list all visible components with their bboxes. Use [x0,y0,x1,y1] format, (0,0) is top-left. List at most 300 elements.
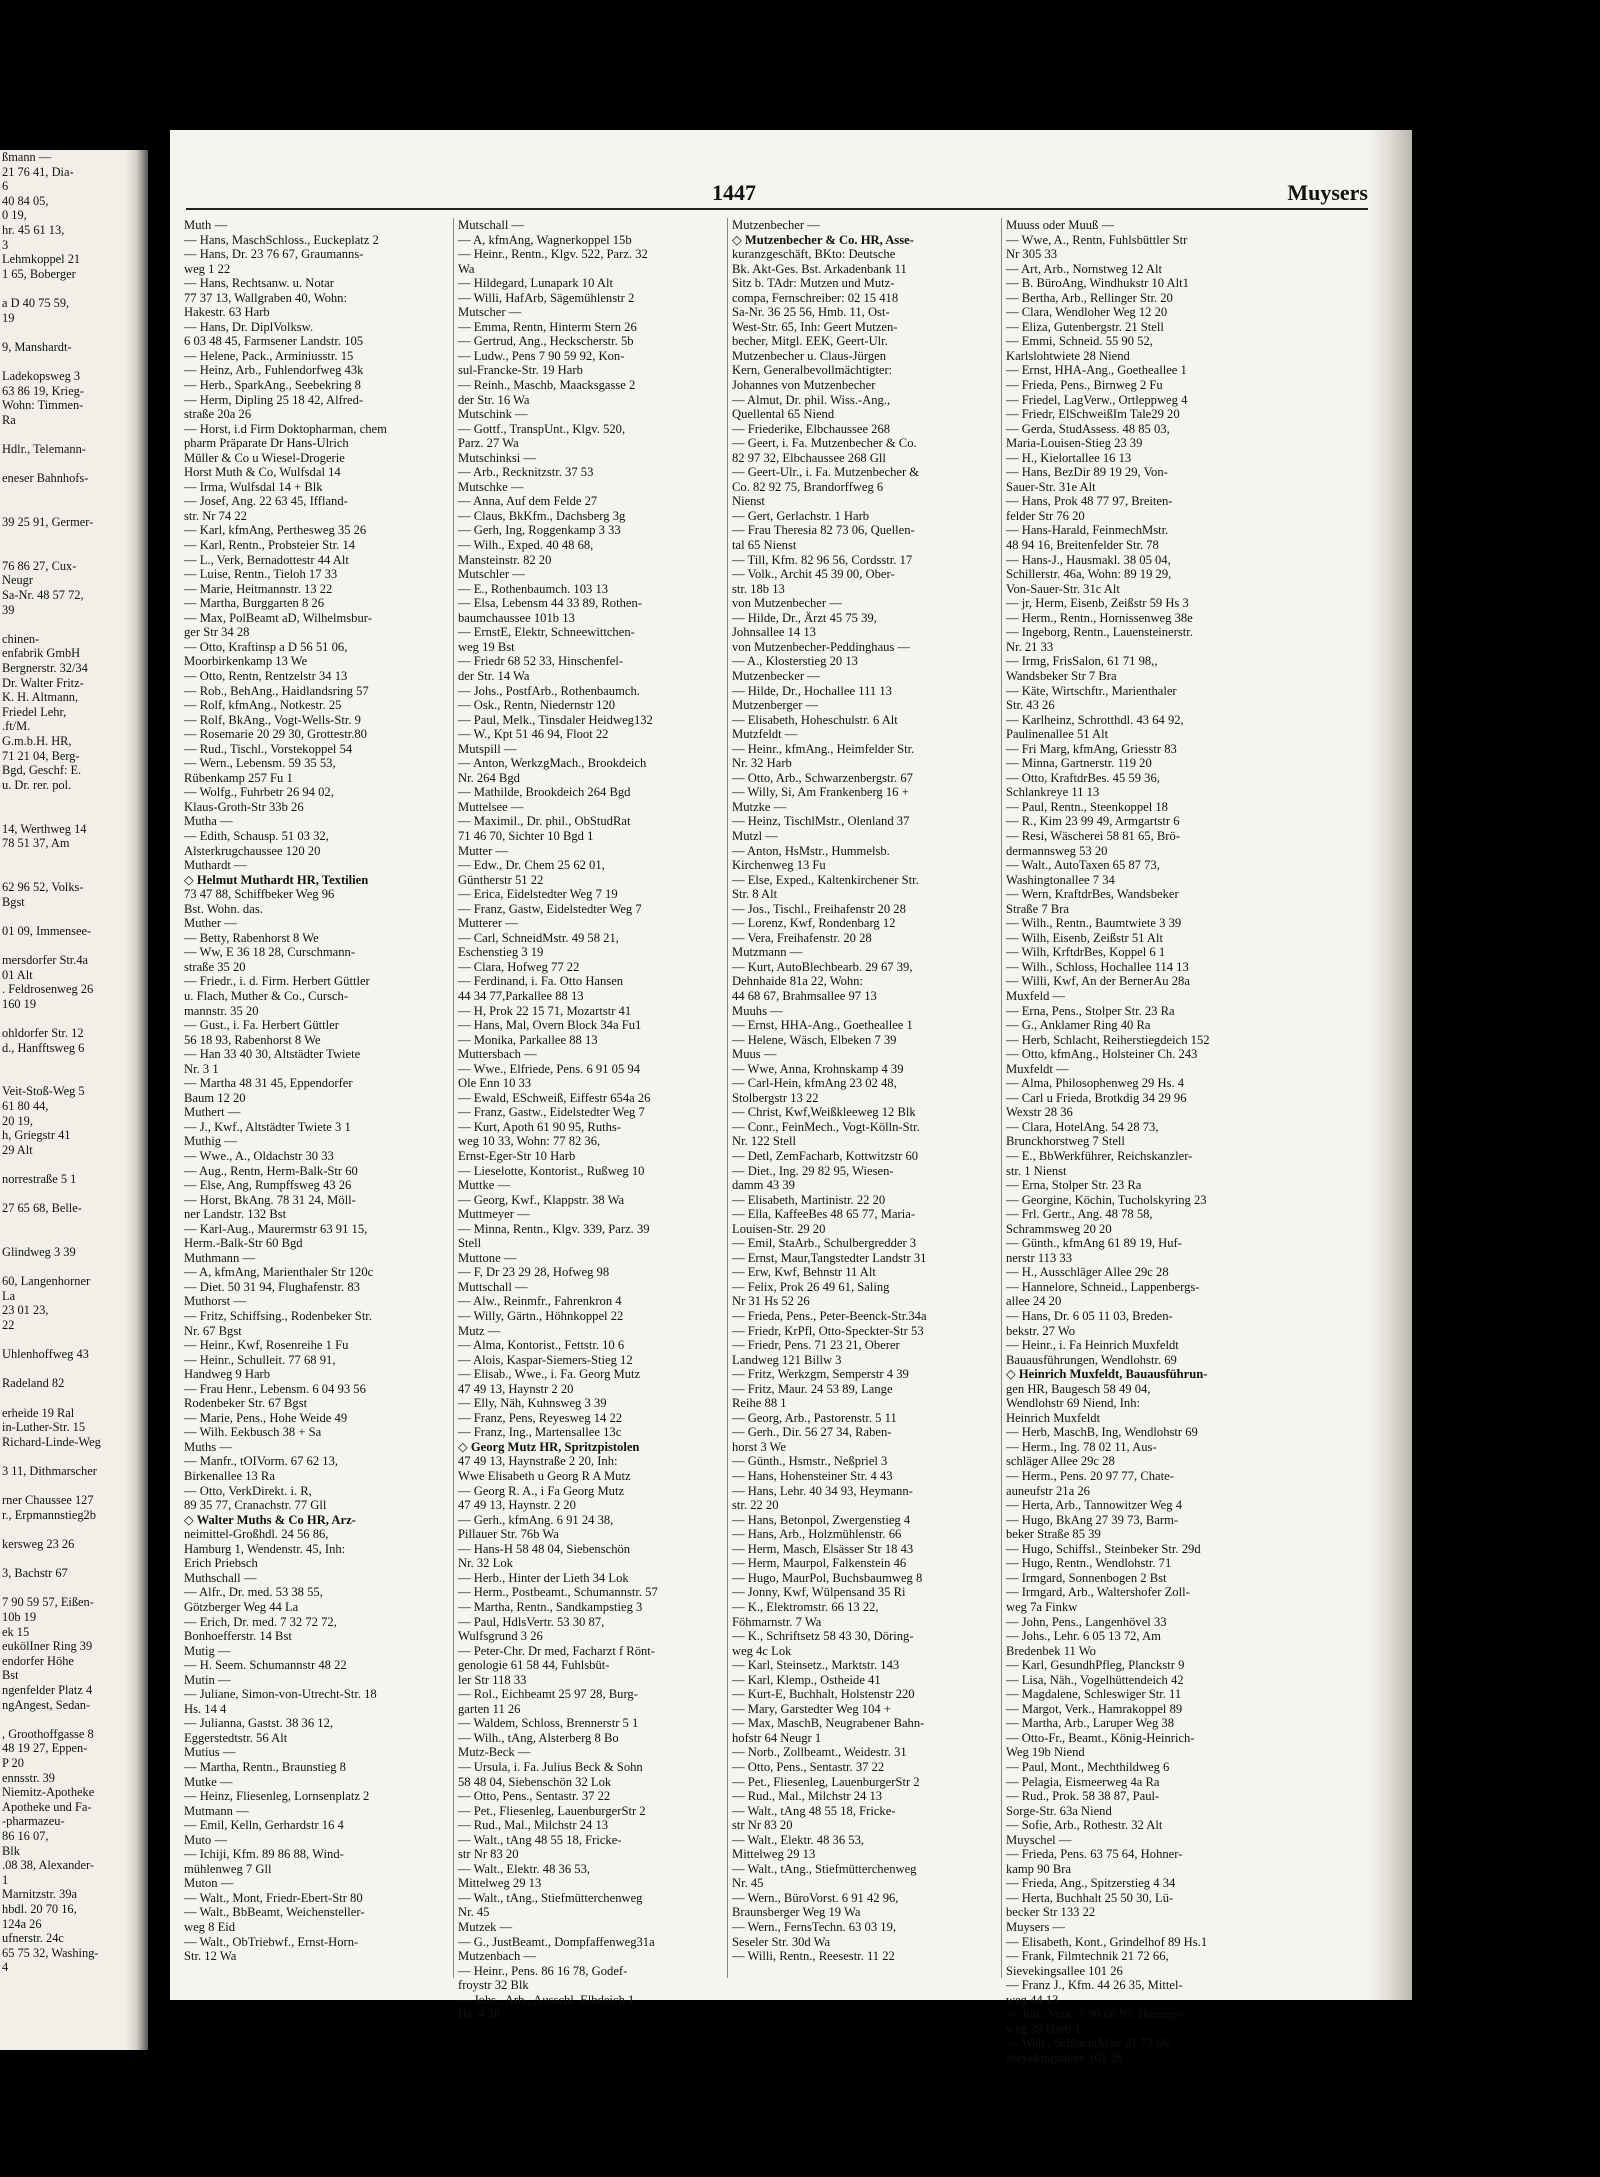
directory-entry-line: — Karl-Aug., Maurermstr 63 91 15, [184,1221,368,1236]
directory-entry-line: — Fritz, Werkzgm, Semperstr 4 39 [732,1367,909,1382]
left-page-line: 23 01 23, [2,1303,49,1318]
directory-entry-line: Mutzenberger — [732,698,819,713]
directory-entry-line: — H., Ausschläger Allee 29c 28 [1006,1265,1169,1280]
directory-entry-line: — Carl u Frieda, Brotkdig 34 29 96 [1006,1090,1187,1105]
directory-entry-line: — H. Seem. Schumannstr 48 22 [184,1658,347,1673]
directory-entry-line: — Aug., Rentn, Herm-Balk-Str 60 [184,1163,358,1178]
directory-entry-line: 73 47 88, Schiffbeker Weg 96 [184,887,335,902]
directory-entry-line: Nr. 122 Stell [732,1134,797,1149]
directory-entry-line: — Waldem, Schloss, Brennerstr 5 1 [458,1716,639,1731]
directory-entry-line: Paulinenallee 51 Alt [1006,727,1109,742]
directory-entry-line: — Rosemarie 20 29 30, Grottestr.80 [184,727,367,742]
directory-entry-line: ◇ Georg Mutz HR, Spritzpistolen [458,1439,640,1454]
directory-entry-line: — Sofie, Arb., Rothestr. 32 Alt [1006,1818,1163,1833]
directory-entry-line: — Hugo, MaurPol, Buchsbaumweg 8 [732,1570,923,1585]
directory-entry-line: Str. 12 Wa [184,1949,237,1964]
directory-entry-line: Mutin — [184,1672,231,1687]
left-page-line: G.m.b.H. HR, [2,734,72,748]
directory-entry-line: — Georgine, Köchin, Tucholskyring 23 [1006,1192,1207,1207]
directory-entry-line: — Irma, Wulfsdal 14 + Blk [184,479,323,494]
left-page-line: 61 80 44, [2,1099,49,1113]
directory-entry-line: — Johs., Lehr. 6 05 13 72, Am [1006,1629,1161,1644]
directory-entry-line: — Walt., tAng., Stiefmütterchenweg [458,1890,643,1905]
directory-entry-line: Moorbirkenkamp 13 We [184,654,308,669]
directory-entry-line: — B. BüroAng, Windhukstr 10 Alt1 [1006,276,1189,291]
directory-entry-line: — Wilh., Schloss, Hochallee 114 13 [1006,959,1189,974]
directory-entry-line: — E., Rothenbaumch. 103 13 [458,581,609,596]
directory-entry-line: Mutha — [184,814,233,829]
directory-entry-line: bekstr. 27 Wo [1006,1323,1076,1338]
directory-entry-line: Seseler Str. 30d Wa [732,1934,831,1949]
directory-entry-line: Schrammsweg 20 20 [1006,1221,1112,1236]
directory-entry-line: — Ewald, ESchweiß, Eiffestr 654a 26 [458,1090,651,1105]
left-page-line: Hdlr., Telemann- [2,442,86,456]
directory-entry-line: Hamburg 1, Wendenstr. 45, Inh: [184,1541,346,1556]
directory-entry-line: Mutschall — [458,218,525,232]
directory-entry-line: 82 97 32, Elbchaussee 268 Gll [732,450,886,465]
directory-entry-line: Wendlohstr 69 Niend, Inh: [1006,1396,1140,1411]
directory-entry-line: — Alma, Kontorist., Fettstr. 10 6 [458,1338,625,1353]
directory-entry-line: — Heinr., i. Fa Heinrich Muxfeldt [1006,1338,1179,1353]
directory-entry-line: Baum 12 20 [184,1090,246,1105]
left-page-line: Dr. Walter Fritz- [2,675,84,690]
left-page-fragment [0,150,148,2050]
directory-entry-line: 47 49 13, Haynstraße 2 20, Inh: [458,1454,618,1469]
directory-entry-line: Mutzenbecher u. Claus-Jürgen [732,348,886,363]
directory-entry-line: Horst Muth & Co, Wulfsdal 14 [184,465,341,480]
directory-entry-line: Wwe Elisabeth u Georg R A Mutz [458,1469,631,1484]
directory-entry-line: — Max, MaschB, Neugrabener Bahn- [732,1716,925,1731]
directory-entry-line: straße 20a 26 [184,407,252,422]
directory-entry-line: — Gerh., Dir. 56 27 34, Raben- [732,1425,892,1440]
left-page-line: 39 25 91, Germer- [2,515,94,529]
directory-entry-line: Muthert — [184,1105,241,1120]
left-page-line: ohldorfer Str. 12 [2,1026,84,1040]
directory-entry-line: — Elsa, Lebensm 44 33 89, Rothen- [458,596,642,611]
directory-entry-line: — Wilh, Eisenb, Zeißstr 51 Alt [1006,930,1164,945]
directory-entry-line: — Walt., AutoTaxen 65 87 73, [1006,858,1160,873]
directory-entry-line: — Minna, Rentn., Klgv. 339, Parz. 39 [458,1221,650,1236]
directory-entry-line: — Gerh., kfmAng. 6 91 24 38, [458,1512,614,1527]
directory-entry-line: Mutzenbecker — [732,668,820,683]
directory-entry-line: Mutspill — [458,741,517,756]
directory-entry-line: Sorge-Str. 63a Niend [1006,1803,1112,1818]
directory-entry-line: — Else, Exped., Kaltenkirchener Str. [732,872,919,887]
directory-entry-line: — Elisabeth, Martinistr. 22 20 [732,1192,886,1207]
directory-entry-line: der Str. 14 Wa [458,668,530,683]
directory-entry-line: — Walt., Elektr. 48 36 53, [458,1861,591,1876]
directory-entry-line: — Vera, Freihafenstr. 20 28 [732,930,872,945]
directory-entry-line: — Gottf., TranspUnt., Klgv. 520, [458,421,626,436]
directory-entry-line: — Martha, Rentn., Braunstieg 8 [184,1759,346,1774]
directory-entry-line: Johnsallee 14 13 [732,625,816,640]
directory-entry-line: Nr 305 33 [1006,247,1058,262]
directory-page [170,130,1412,2065]
directory-entry-line: Muthardt — [184,858,247,873]
left-page-line: a D 40 75 59, [2,296,70,310]
left-page-line: norrestraße 5 1 [2,1172,77,1186]
left-page-line: 160 19 [2,996,37,1011]
directory-entry-line: — Paul, Rentn., Steenkoppel 18 [1006,799,1168,814]
directory-entry-line: — A, kfmAng, Wagnerkoppel 15b [458,232,632,247]
directory-entry-line: — Johs., PostfArb., Rothenbaumch. [458,683,640,698]
directory-entry-line: hofstr 64 Neugr 1 [732,1730,822,1745]
directory-entry-line: Stolbergstr 13 22 [732,1090,819,1105]
directory-entry-line: Hs. 14 4 [184,1701,227,1716]
directory-entry-line: — Käte, Wirtschftr., Marienthaler [1006,683,1177,698]
directory-entry-line: — Franz, Gastw, Eidelstedter Weg 7 [458,901,642,916]
directory-entry-line: — Herm., Ing. 78 02 11, Aus- [1006,1439,1157,1454]
directory-entry-line: damm 43 39 [732,1178,795,1193]
directory-entry-line: ler Str 118 33 [458,1672,527,1687]
directory-entry-line: — Walt., tAng 48 55 18, Fricke- [458,1832,622,1847]
directory-entry-line: — Herm, Dipling 25 18 42, Alfred- [184,392,364,407]
directory-entry-line: kuranzgeschäft, BKto: Deutsche [732,247,896,262]
directory-entry-line: — Hans, Hohensteiner Str. 4 43 [732,1469,893,1484]
left-page-line: 19 [2,310,15,325]
directory-entry-line: — Walt., Mont, Friedr-Ebert-Str 80 [184,1890,363,1905]
directory-entry-line: — Hans, Dr. 6 05 11 03, Breden- [1006,1309,1173,1324]
directory-entry-line: — F, Dr 23 29 28, Hofweg 98 [458,1265,610,1280]
directory-entry-line: — J., Kwf., Altstädter Twiete 3 1 [184,1119,351,1134]
directory-entry-line: Wandsbeker Str 7 Bra [1006,668,1117,683]
left-page-line: 0 19, [2,208,27,223]
directory-entry-line: — Magdalene, Schleswiger Str. 11 [1006,1687,1182,1702]
directory-entry-line: — Willy, Gärtn., Höhnkoppel 22 [458,1309,624,1324]
directory-entry-line: — Pet., Fliesenleg, LauenburgerStr 2 [732,1774,920,1789]
directory-entry-line: Str. 43 26 [1006,698,1055,713]
directory-entry-line: weg 44 13 [1006,1992,1059,2007]
directory-entry-line: genologie 61 58 44, Fuhlsbüt- [458,1658,610,1673]
left-page-line: 7 90 59 57, Eißen- [2,1595,94,1610]
directory-entry-line: 71 46 70, Sichter 10 Bgd 1 [458,828,594,843]
column-2 [458,218,723,2022]
directory-entry-line: becher, Mitgl. EEK, Geert-Ulr. [732,334,888,349]
directory-entry-line: Mittelweg 29 13 [458,1876,542,1891]
directory-entry-line: Stell [458,1236,482,1251]
left-page-line: ngAngest, Sedan- [2,1697,91,1712]
directory-entry-line: — Marie, Heitmannstr. 13 22 [184,581,333,596]
directory-entry-line: Nr 31 Hs 52 26 [732,1294,810,1309]
directory-entry-line: ◇ Helmut Muthardt HR, Textilien [184,872,369,887]
directory-entry-line: — Rolf, kfmAng., Notkestr. 25 [184,698,342,713]
directory-entry-line: Co. 82 92 75, Brandorffweg 6 [732,479,884,494]
left-page-line: Bst [2,1668,19,1683]
directory-entry-line: Weg 19b Niend [1006,1745,1085,1760]
directory-entry-line: — Edw., Dr. Chem 25 62 01, [458,858,605,873]
directory-entry-line: Bauausführungen, Wendlohstr. 69 [1006,1352,1177,1367]
directory-entry-line: — Christ, Kwf,Weißkleeweg 12 Blk [732,1105,916,1120]
left-page-line: 48 19 27, Eppen- [2,1741,88,1756]
directory-entry-line: Sievekingsallee 101 26 [1006,1963,1123,1978]
directory-entry-line: Muttelsee — [458,799,524,814]
directory-entry-line: Mutter — [458,843,509,858]
directory-entry-line: — Elisab., Wwe., i. Fa. Georg Mutz [458,1367,641,1382]
directory-entry-line: — Walt., ObTriebwf., Ernst-Horn- [184,1934,359,1949]
left-page-line: 1 [2,1872,9,1887]
directory-entry-line: — Frank, Filmtechnik 21 72 66, [1006,1949,1169,1964]
directory-entry-line: 89 35 77, Cranachstr. 77 Gll [184,1498,327,1513]
directory-entry-line: — Mary, Garstedter Weg 104 + [732,1701,891,1716]
directory-entry-line: — Wilh. Eekbusch 38 + Sa [184,1425,322,1440]
directory-entry-line: — Ww, E 36 18 28, Curschmann- [184,945,356,960]
directory-entry-line: — Rolf, BkAng., Vogt-Wells-Str. 9 [184,712,361,727]
left-page-line: La [2,1288,16,1303]
directory-entry-line: — Han 33 40 30, Altstädter Twiete [184,1047,361,1062]
directory-entry-line: — Hans, Mal, Overn Block 34a Fu1 [458,1018,642,1033]
directory-entry-line: — Peter-Chr. Dr med, Facharzt f Rönt- [458,1643,655,1658]
directory-entry-line: — Emma, Rentn, Hinterm Stern 26 [458,319,637,334]
left-page-line: 76 86 27, Cux- [2,558,77,573]
directory-entry-line: u. Flach, Muther & Co., Cursch- [184,988,349,1003]
directory-entry-line: — Otto, Pens., Sentastr. 37 22 [732,1759,885,1774]
directory-entry-line: compa, Fernschreiber: 02 15 418 [732,290,899,305]
directory-entry-line: pharm Präparate Dr Hans-Ulrich [184,436,349,451]
directory-entry-line: — Juliane, Simon-von-Utrecht-Str. 18 [184,1687,377,1702]
left-page-line: 01 Alt [2,967,33,982]
directory-entry-line: Ernst-Eger-Str 10 Harb [458,1149,576,1163]
directory-entry-line: — Frl. Gertr., Ang. 48 78 58, [1006,1207,1153,1222]
left-page-line: 01 09, Immensee- [2,923,92,938]
left-page-line: Bergnerstr. 32/34 [2,661,88,675]
directory-entry-line: — Emmi, Schneid. 55 90 52, [1006,334,1153,349]
directory-entry-line: Nr. 67 Bgst [184,1323,242,1338]
directory-entry-line: — Otto, Arb., Schwarzenbergstr. 67 [732,770,913,785]
directory-entry-line: horst 3 We [732,1439,787,1454]
left-page-line: 20 19, [2,1113,33,1128]
directory-entry-line: Muttmeyer — [458,1207,530,1222]
directory-entry-line: — Herm., Pens. 20 97 77, Chate- [1006,1469,1174,1484]
directory-entry-line: — Josef, Ang. 22 63 45, Iffland- [184,494,348,509]
directory-entry-line: Götzberger Weg 44 La [184,1599,299,1614]
column-divider [727,218,728,1978]
directory-entry-line: Mutzmann — [732,945,803,960]
directory-entry-line: — Walt., Elektr. 48 36 53, [732,1832,865,1847]
directory-entry-line: 44 34 77,Parkallee 88 13 [458,988,584,1003]
left-page-line: Richard-Linde-Weg [2,1434,101,1449]
directory-entry-line: becker Str 133 22 [1006,1905,1096,1920]
directory-entry-line: — Hannelore, Schneid., Lappenbergs- [1006,1279,1200,1294]
directory-entry-line: Mutzl — [732,828,778,843]
directory-entry-line: str. 22 20 [732,1498,779,1513]
directory-entry-line: — H., Kielortallee 16 13 [1006,450,1132,465]
directory-entry-line: Mutz-Beck — [458,1745,531,1760]
directory-entry-line: — Rud., Prok. 58 38 87, Paul- [1006,1789,1160,1804]
directory-entry-line: ◇ Mutzenbecher & Co. HR, Asse- [732,232,914,247]
directory-entry-line: — Friedr., i. d. Firm. Herbert Güttler [184,974,370,989]
left-page-line: Apotheke und Fa- [2,1799,92,1814]
directory-entry-line: ◇ Heinrich Muxfeldt, Bauausführun- [1006,1367,1208,1382]
running-head: Muysers [1287,180,1368,205]
directory-entry-line: — Horst, i.d Firm Doktopharman, chem [184,421,387,436]
left-page-line: Niemitz-Apotheke [2,1785,95,1800]
left-page-line: Uhlenhoffweg 43 [2,1347,89,1362]
directory-entry-line: — Frieda, Ang., Spitzerstieg 4 34 [1006,1876,1176,1891]
directory-entry-line: — Helene, Pack., Arminiusstr. 15 [184,348,354,363]
directory-entry-line: — Frau Theresia 82 73 06, Quellen- [732,523,915,538]
left-page-line: 86 16 07, [2,1829,49,1843]
directory-entry-line: — Karl, Steinsetz., Marktstr. 143 [732,1658,900,1673]
directory-entry-line: — W., Kpt 51 46 94, Floot 22 [458,727,609,742]
directory-entry-line: ger Str 34 28 [184,625,250,640]
directory-entry-line: — Otto, Kraftinsp a D 56 51 06, [184,639,348,654]
directory-entry-line: — Frieda, Pens., Birnweg 2 Fu [1006,378,1163,393]
directory-entry-line: Sievekingsallee 101 26 [1006,2050,1123,2065]
column-divider [1001,218,1002,1978]
directory-entry-line: kamp 90 Bra [1006,1861,1072,1876]
left-page-line: kersweg 23 26 [2,1537,75,1551]
directory-entry-line: auneufstr 21a 26 [1006,1483,1090,1498]
directory-entry-line: Nr. 21 33 [1006,639,1054,654]
directory-entry-line: — Willi, HafArb, Sägemühlenstr 2 [458,290,635,305]
directory-entry-line: — Lisa, Näh., Vogelhüttendeich 42 [1006,1672,1184,1687]
directory-entry-line: — Joh., Verk. 7 90 66 97, Hermes- [1006,2007,1182,2022]
directory-entry-line: Mutzke — [732,799,787,814]
directory-entry-line: felder Str 76 20 [1006,508,1085,523]
directory-entry-line: Mutig — [184,1643,231,1658]
directory-entry-line: str Nr 83 20 [732,1818,793,1833]
directory-entry-line: — Elly, Näh, Kuhnsweg 3 39 [458,1396,607,1411]
left-page-line: 14, Werthweg 14 [2,821,87,836]
directory-entry-line: — Franz, Ing., Martensallee 13c [458,1425,622,1440]
directory-entry-line: — Lorenz, Kwf, Rondenbarg 12 [732,916,896,931]
directory-entry-line: mühlenweg 7 Gll [184,1861,272,1876]
directory-entry-line: Bk. Akt-Ges. Bst. Arkadenbank 11 [732,261,907,276]
directory-entry-line: — A, kfmAng, Marienthaler Str 120c [184,1265,374,1280]
left-page-line: Radeland 82 [2,1376,65,1391]
directory-entry-line: Muus — [732,1047,777,1062]
directory-entry-line: — Wwe, A., Rentn, Fuhlsbüttler Str [1006,232,1188,247]
directory-entry-line: Rübenkamp 257 Fu 1 [184,770,293,785]
directory-entry-line: 58 48 04, Siebenschön 32 Lok [458,1774,612,1789]
directory-entry-line: 44 68 67, Brahmsallee 97 13 [732,988,877,1003]
directory-entry-line: — Maximil., Dr. phil., ObStudRat [458,814,631,829]
directory-entry-line: — Emil, StaArb., Schulbergredder 3 [732,1236,917,1251]
directory-entry-line: — Felix, Prok 26 49 61, Saling [732,1279,890,1294]
directory-entry-line: — Friederike, Elbchaussee 268 [732,421,891,436]
directory-entry-line: Schillerstr. 46a, Wohn: 89 19 29, [1006,567,1172,582]
left-page-line: Glindweg 3 39 [2,1245,76,1259]
left-page-line: 1 65, Boberger [2,266,76,281]
directory-entry-line: — Irmgard, Arb., Waltershofer Zoll- [1006,1585,1190,1600]
directory-entry-line: — Rud., Tischl., Vorstekoppel 54 [184,741,353,756]
directory-entry-line: — Pet., Fliesenleg, LauenburgerStr 2 [458,1803,646,1818]
directory-entry-line: Mutzenbecher — [732,218,820,232]
directory-entry-line: Sa-Nr. 36 25 56, Hmb. 11, Ost- [732,305,890,320]
left-page-line: 3 11, Dithmarscher [2,1464,97,1478]
directory-entry-line: Birkenallee 13 Ra [184,1469,275,1484]
left-page-line: K. H. Altmann, [2,690,79,705]
left-page-line: 4 [2,1960,9,1975]
left-page-line: Bgd, Geschf: E. [2,763,82,778]
directory-entry-line: Reihe 88 1 [732,1396,787,1411]
directory-entry-line: Eggerstedtstr. 56 Alt [184,1730,288,1745]
directory-entry-line: — Herm., Postbeamt., Schumannstr. 57 [458,1585,658,1600]
directory-entry-line: Dehnhaide 81a 22, Wohn: [732,974,863,989]
directory-entry-line: Wa [458,261,475,276]
header-rule [186,208,1382,210]
directory-entry-line: Mutterer — [458,916,518,931]
directory-entry-line: — Erw, Kwf, Behnstr 11 Alt [732,1265,876,1280]
directory-entry-line: — R., Kim 23 99 49, Armgartstr 6 [1006,814,1180,829]
directory-entry-line: — Hans, Arb., Holzmühlenstr. 66 [732,1527,902,1542]
directory-entry-line: — Ichiji, Kfm. 89 86 88, Wind- [184,1847,344,1862]
directory-entry-line: — Diet., Ing. 29 82 95, Wiesen- [732,1163,894,1178]
directory-entry-line: Muth — [184,218,228,232]
column-divider [453,218,454,1978]
left-page-line: 10b 19 [2,1610,37,1624]
left-page-line: Lehmkoppel 21 [2,252,81,267]
directory-entry-line: — Frieda, Pens., Peter-Beenck-Str.34a [732,1309,927,1324]
left-page-line: d., Hanfftsweg 6 [2,1040,85,1055]
directory-entry-line: ◇ Walter Muths & Co HR, Arz- [184,1512,356,1527]
directory-entry-line: Rodenbeker Str. 67 Bgst [184,1396,308,1411]
directory-entry-line: — Ernst, HHA-Ang., Goetheallee 1 [1006,363,1187,378]
directory-entry-line: — Conr., FeinMech., Vogt-Kölln-Str. [732,1119,920,1134]
directory-entry-line: — Heinr., Pens. 86 16 78, Godef- [458,1963,628,1978]
directory-entry-line: — Heinz, Fliesenleg, Lornsenplatz 2 [184,1789,370,1804]
directory-entry-line: — Norb., Zollbeamt., Weidestr. 31 [732,1745,907,1760]
directory-entry-line: — Wern., FernsTechn. 63 03 19, [732,1919,897,1934]
directory-entry-line: Braunsberger Weg 19 Wa [732,1905,861,1920]
directory-entry-line: — Hans, MaschSchloss., Euckeplatz 2 [184,232,379,247]
directory-entry-line: — Paul, HdlsVertr. 53 30 87, [458,1614,605,1629]
directory-entry-line: Mutscher — [458,305,522,320]
directory-entry-line: — Friedel, LagVerw., Ortleppweg 4 [1006,392,1188,407]
directory-entry-line: Alsterkrugchaussee 120 20 [184,843,321,858]
directory-entry-line: 47 49 13, Haynstr. 2 20 [458,1498,576,1513]
directory-entry-line: Bst. Wohn. das. [184,901,263,916]
directory-entry-line: — Friedr 68 52 33, Hinschenfel- [458,654,624,669]
directory-entry-line: — Otto, Rentn, Rentzelstr 34 13 [184,668,348,683]
directory-entry-line: — Anna, Auf dem Felde 27 [458,494,598,509]
directory-entry-line: ner Landstr. 132 Bst [184,1207,287,1222]
directory-entry-line: Mutius — [184,1745,236,1760]
book-gutter [126,150,148,2050]
directory-entry-line: neimittel-Großhdl. 24 56 86, [184,1527,329,1542]
directory-entry-line: — Herb., SparkAng., Seebekring 8 [184,378,361,393]
directory-entry-line: schläger Allee 29c 28 [1006,1454,1115,1469]
directory-entry-line: — Bertha, Arb., Rellinger Str. 20 [1006,290,1173,305]
directory-entry-line: — Elisabeth, Hoheschulstr. 6 Alt [732,712,898,727]
directory-entry-line: 56 18 93, Rabenhorst 8 We [184,1032,321,1047]
left-page-line: eukölIner Ring 39 [2,1639,93,1654]
directory-entry-line: — Hilde, Dr., Hochallee 111 13 [732,683,892,698]
directory-entry-line: — Erna, Pens., Stolper Str. 23 Ra [1006,1003,1175,1018]
directory-entry-line: Muton — [184,1876,234,1891]
directory-entry-line: — Hans, BezDir 89 19 29, Von- [1006,465,1168,480]
directory-entry-line: — Luise, Rentn., Tieloh 17 33 [184,567,338,582]
directory-entry-line: — Frau Henr., Lebensm. 6 04 93 56 [184,1381,366,1396]
directory-entry-line: — Rob., BehAng., Haidlandsring 57 [184,683,369,698]
directory-entry-line: Sauer-Str. 31e Alt [1006,479,1096,494]
left-page-line: h, Griegstr 41 [2,1128,71,1143]
directory-entry-line: Eschenstieg 3 19 [458,945,544,960]
directory-entry-line: Pillauer Str. 76b Wa [458,1527,559,1542]
directory-entry-line: — Hugo, Schiffsl., Steinbeker Str. 29d [1006,1541,1201,1556]
directory-entry-line: Muxfeld — [1006,988,1066,1003]
directory-entry-line: — Hugo, BkAng 27 39 73, Barm- [1006,1512,1179,1527]
directory-entry-line: — Wwe., A., Oldachstr 30 33 [184,1149,334,1163]
left-page-line: Blk [2,1843,20,1858]
directory-entry-line: — Heinr., kfmAng., Heimfelder Str. [732,741,915,756]
directory-entry-line: straße 35 20 [184,959,246,974]
directory-entry-line: Mutschler — [458,567,525,582]
directory-entry-line: weg 10 33, Wohn: 77 82 36, [458,1134,601,1149]
left-page-line: 62 96 52, Volks- [2,880,84,894]
column-4 [1006,218,1271,2065]
directory-entry-line: — Erna, Stolper Str. 23 Ra [1006,1178,1142,1193]
